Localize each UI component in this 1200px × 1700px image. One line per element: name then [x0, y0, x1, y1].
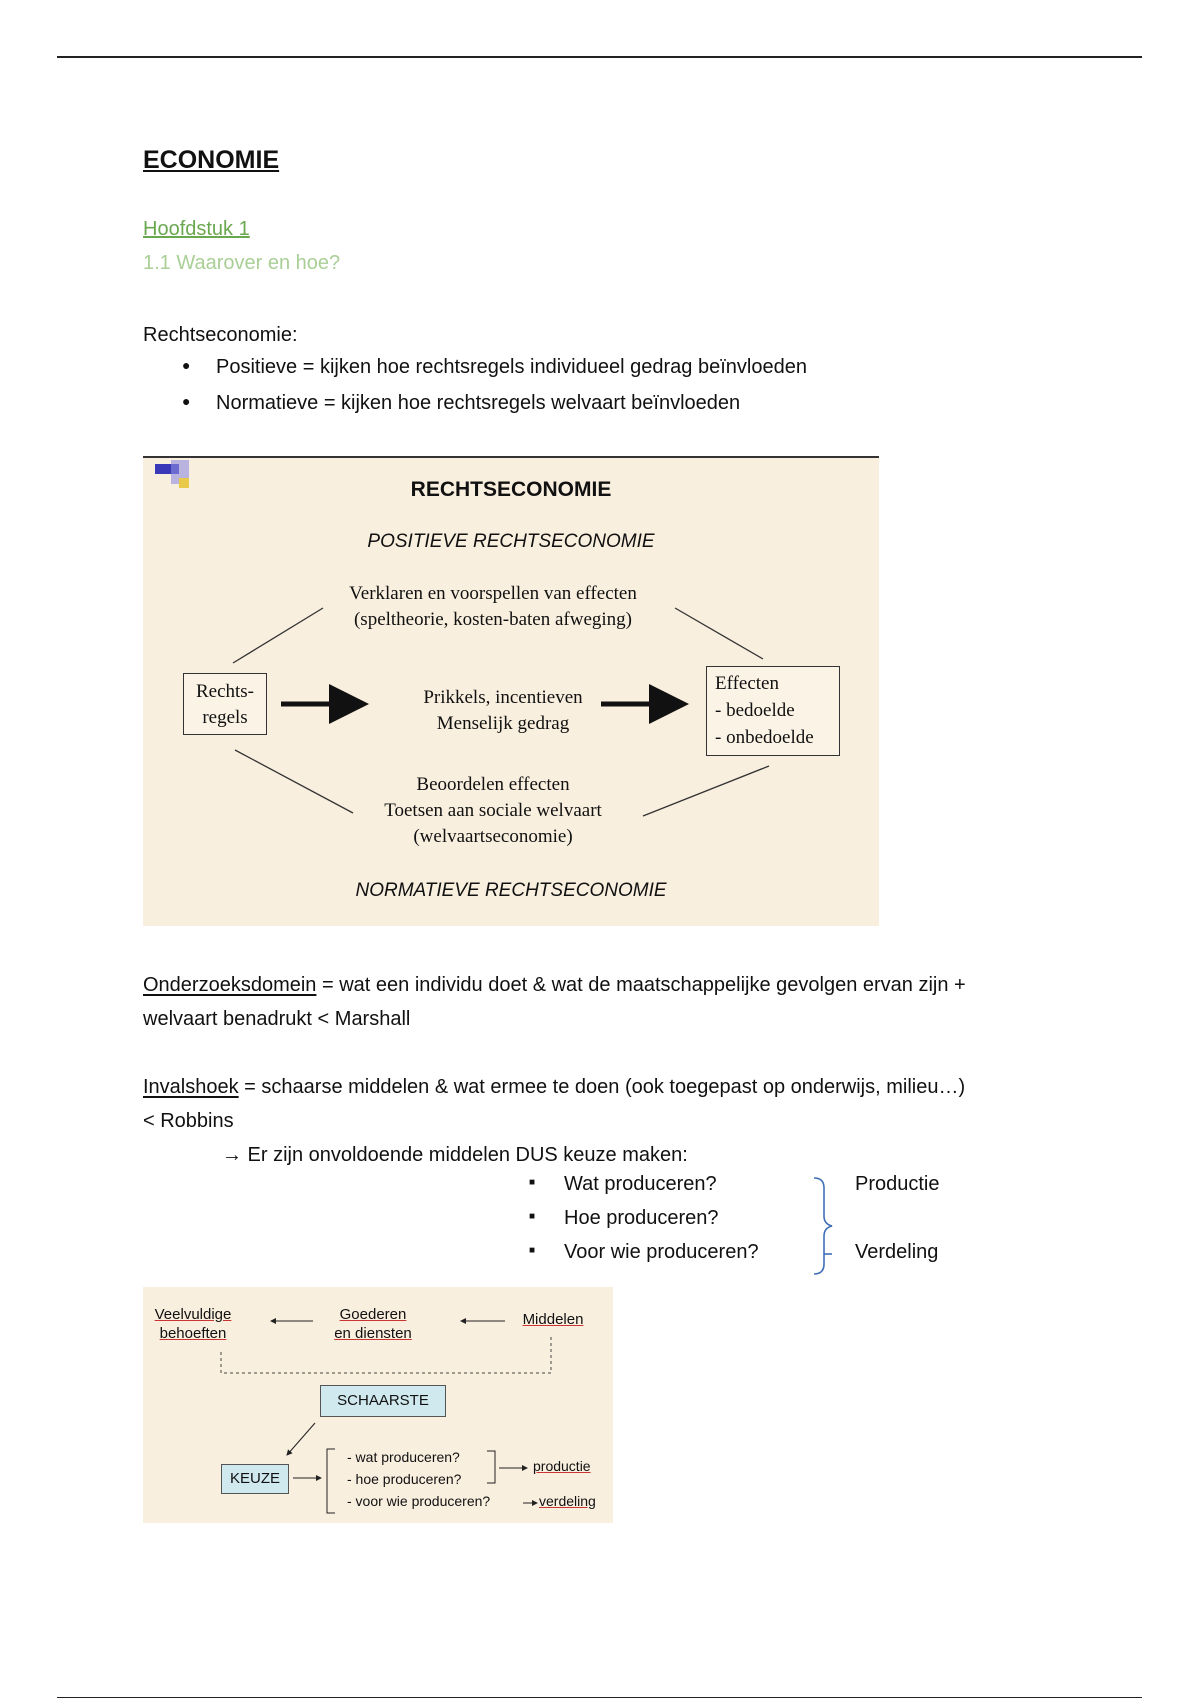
grouping-brace	[810, 1176, 840, 1276]
invalshoek-line-2: < Robbins	[143, 1110, 234, 1132]
d2-output-productie: productie	[533, 1458, 591, 1474]
rechtsregels-line-1: Rechts-	[195, 681, 255, 702]
group-productie: Productie	[855, 1173, 940, 1195]
onderzoeksdomein-line-2: welvaart benadrukt < Marshall	[143, 1008, 411, 1030]
section-heading: 1.1 Waarover en hoe?	[143, 252, 341, 274]
onderzoeksdomein-line-1: = wat een individu doet & wat de maatschappelijke gevolgen ervan zijn +	[316, 974, 966, 996]
diagram2-connectors	[143, 1287, 613, 1523]
positive-label: POSITIEVE RECHTSECONOMIE	[367, 531, 655, 552]
header-rule	[57, 56, 1142, 58]
question-voor-wie: ■ Voor wie produceren?	[564, 1241, 759, 1264]
footer-rule	[57, 1697, 1142, 1698]
positive-text-1: Verklaren en voorspellen van effecten	[349, 583, 637, 604]
question-wat: ■ Wat produceren?	[564, 1173, 717, 1196]
connector-bottom-left	[235, 750, 353, 813]
keuze-arrow-line: → Er zijn onvoldoende middelen DUS keuze maken:	[222, 1144, 688, 1166]
normative-label: NORMATIEVE RECHTSECONOMIE	[355, 880, 667, 901]
effecten-line-3: - onbedoelde	[715, 727, 814, 748]
chapter-heading: Hoofdstuk 1	[143, 218, 250, 240]
effecten-line-1: Effecten	[715, 673, 779, 694]
normative-text-1: Beoordelen effecten	[416, 774, 570, 795]
d2-question-1: - wat produceren?	[347, 1449, 460, 1465]
invalshoek-paragraph	[143, 1070, 1153, 1138]
intro-bullet-normative: ● Normatieve = kijken hoe rechtsregels welvaart beïnvloeden	[216, 392, 740, 415]
effecten-line-2: - bedoelde	[715, 700, 795, 721]
intro-bullet-positive: ● Positieve = kijken hoe rechtsregels individueel gedrag beïnvloeden	[216, 356, 807, 379]
intro-label: Rechtseconomie:	[143, 324, 298, 346]
goods-line-1: Goederen	[339, 1306, 407, 1323]
rechtseconomie-diagram	[143, 456, 879, 926]
d2-question-3: - voor wie produceren?	[347, 1493, 491, 1509]
slide-title: RECHTSECONOMIE	[410, 478, 612, 501]
onderzoeksdomein-term: Onderzoeksdomein	[143, 974, 317, 996]
invalshoek-line-1: = schaarse middelen & wat ermee te doen (ook toegepast op onderwijs, milieu…)	[238, 1076, 966, 1098]
normative-text-2: Toetsen aan sociale welvaart	[384, 800, 602, 821]
normative-text-3: (welvaartseconomie)	[413, 826, 573, 847]
schaarste-box: SCHAARSTE	[320, 1385, 446, 1417]
onderzoeksdomein-paragraph	[143, 968, 1143, 1036]
schaarste-diagram	[143, 1287, 613, 1523]
d2-question-2: - hoe produceren?	[347, 1471, 462, 1487]
invalshoek-term: Invalshoek	[143, 1076, 239, 1098]
rechtsregels-line-2: regels	[202, 707, 248, 728]
group-verdeling: Verdeling	[855, 1241, 939, 1263]
needs-line-2: behoeften	[159, 1325, 227, 1342]
positive-text-2: (speltheorie, kosten-baten afweging)	[353, 609, 633, 630]
incentives-text-1: Prikkels, incentieven	[423, 687, 583, 708]
needs-line-1: Veelvuldige	[154, 1306, 232, 1323]
keuze-box: KEUZE	[221, 1464, 289, 1494]
goods-line-2: en diensten	[334, 1325, 412, 1342]
d2-output-verdeling: verdeling	[539, 1493, 596, 1509]
connector-bottom-right	[643, 766, 769, 816]
diagram-connectors	[143, 456, 879, 926]
incentives-text-2: Menselijk gedrag	[436, 713, 570, 734]
means-label: Middelen	[522, 1311, 584, 1328]
connector-top-right	[675, 608, 763, 659]
question-hoe: ■ Hoe produceren?	[564, 1207, 719, 1230]
document-title: ECONOMIE	[143, 146, 280, 174]
connector-top-left	[233, 608, 323, 663]
